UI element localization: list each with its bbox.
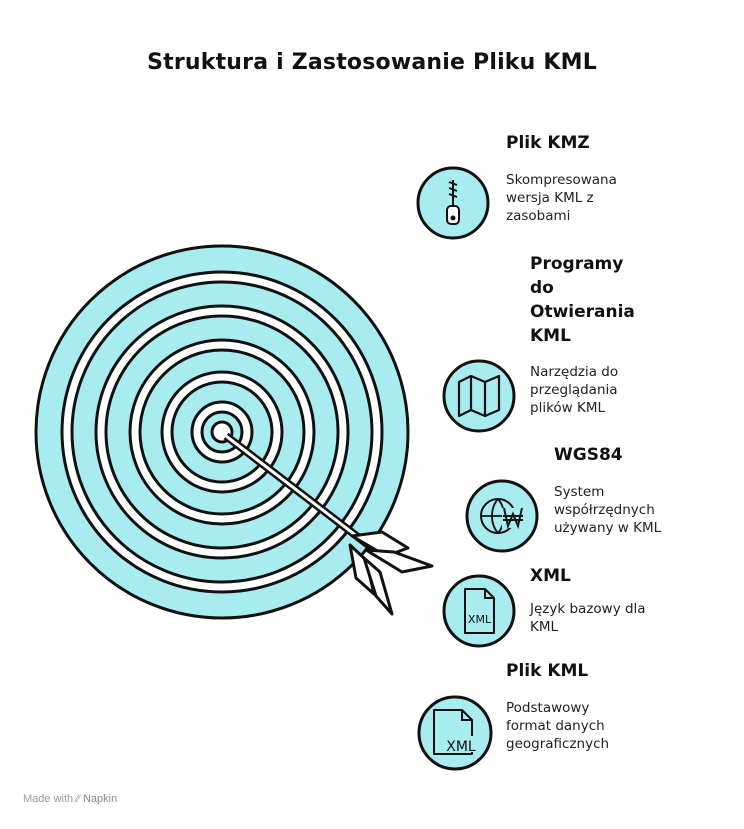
- item-title-kml: Plik KML: [506, 661, 589, 681]
- napkin-logo-icon: ⁄⁄: [76, 793, 80, 805]
- xml-label: XML: [446, 739, 476, 755]
- xml-file-icon: [441, 573, 517, 649]
- brand-name: Napkin: [82, 793, 118, 805]
- footer-credit: Made with ⁄⁄ Napkin: [23, 793, 118, 805]
- item-desc-kml: Podstawowy format danych geograficznych: [506, 700, 610, 752]
- item-title-wgs84: WGS84: [554, 445, 623, 465]
- page-title: Struktura i Zastosowanie Pliku KML: [147, 50, 597, 75]
- item-title-xml: XML: [530, 566, 571, 586]
- xml-document-icon: [416, 694, 494, 772]
- item-desc-wgs84: System współrzędnych używany w KML: [554, 484, 662, 536]
- zip-file-icon: [416, 166, 490, 240]
- item-title-programs: Programy do Otwierania KML: [530, 254, 635, 346]
- item-title-kmz: Plik KMZ: [506, 133, 590, 153]
- item-desc-kmz: Skompresowana wersja KML z zasobami: [506, 172, 617, 224]
- globe-icon: [464, 478, 540, 554]
- map-icon: [441, 358, 517, 434]
- xml-label: XML: [467, 613, 492, 626]
- item-desc-xml: Język bazowy dla KML: [530, 601, 646, 635]
- item-desc-programs: Narzędzia do przeglądania plików KML: [530, 364, 619, 416]
